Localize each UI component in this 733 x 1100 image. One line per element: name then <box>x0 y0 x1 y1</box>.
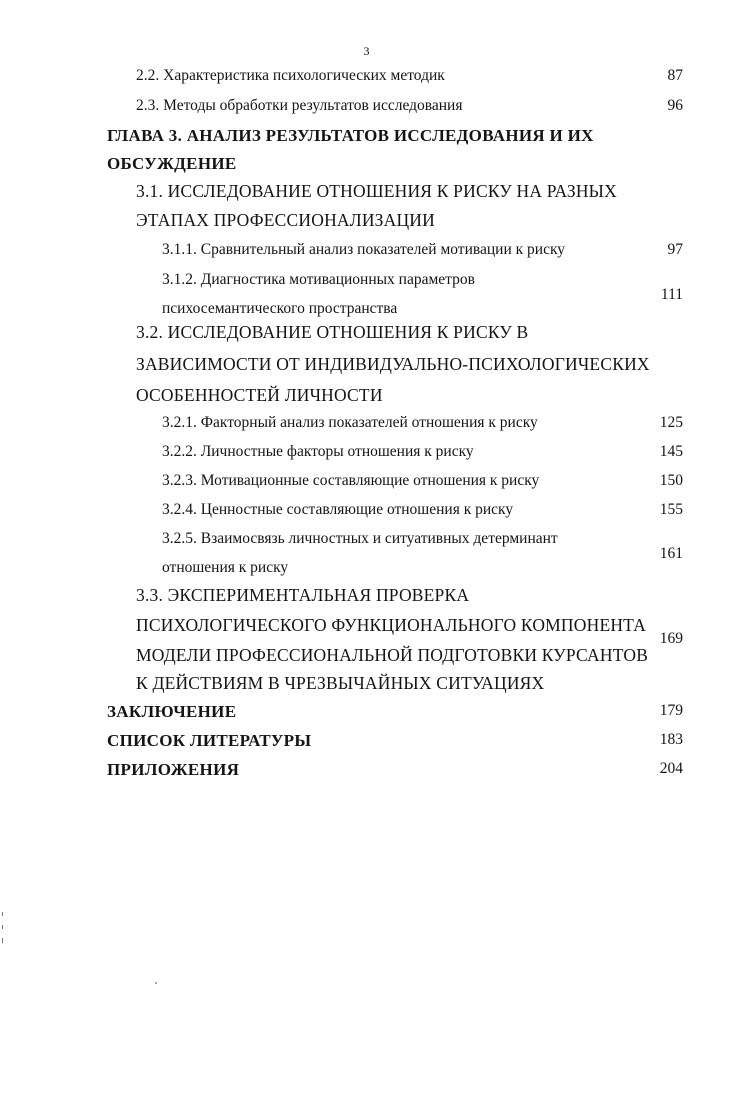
toc-entry-title-line: 2.2. Характеристика психологических методик <box>136 67 445 84</box>
toc-entry-title-line: К ДЕЙСТВИЯМ В ЧРЕЗВЫЧАЙНЫХ СИТУАЦИЯХ <box>136 673 545 693</box>
toc-entry-title-line: 3.2.4. Ценностные составляющие отношения к риску <box>162 501 514 518</box>
toc-entry-title-line: 3.1. ИССЛЕДОВАНИЕ ОТНОШЕНИЯ К РИСКУ НА РАЗНЫХ <box>136 181 617 201</box>
scan-artifact-mark <box>2 925 3 929</box>
toc-entry-title-line: ЭТАПАХ ПРОФЕССИОНАЛИЗАЦИИ <box>136 210 435 230</box>
toc-entry-title-line: СПИСОК ЛИТЕРАТУРЫ <box>107 731 312 750</box>
scan-artifact-mark <box>2 912 3 916</box>
toc-entry-title-line: 3.2. ИССЛЕДОВАНИЕ ОТНОШЕНИЯ К РИСКУ В <box>136 322 529 342</box>
toc-entry-title-line: 3.2.1. Факторный анализ показателей отношения к риску <box>162 414 538 431</box>
toc-entry-title-line: 3.2.3. Мотивационные составляющие отношения к риску <box>162 472 540 489</box>
scan-artifact-mark <box>2 938 3 943</box>
toc-entry-page-number: 204 <box>659 760 683 777</box>
toc-entry-page-number: 169 <box>659 630 683 647</box>
toc-entry-title-line: 2.3. Методы обработки результатов исследования <box>136 97 463 114</box>
toc-entry-title-line: ЗАКЛЮЧЕНИЕ <box>107 702 237 721</box>
toc-entry-page-number: 179 <box>659 702 683 719</box>
toc-entry-page-number: 150 <box>659 472 683 489</box>
toc-entry-title-line: ОБСУЖДЕНИЕ <box>107 154 237 173</box>
page-number: 3 <box>363 44 370 58</box>
toc-entry-page-number: 111 <box>660 286 683 303</box>
toc-entry-title-line: ГЛАВА 3. АНАЛИЗ РЕЗУЛЬТАТОВ ИССЛЕДОВАНИЯ И ИХ <box>107 126 594 145</box>
toc-entry-page-number: 97 <box>667 241 683 258</box>
toc-entry-title-line: 3.2.5. Взаимосвязь личностных и ситуативных детерминант <box>162 530 558 547</box>
toc-entry-page-number: 183 <box>659 731 683 748</box>
toc-entry-title-line: 3.1.1. Сравнительный анализ показателей мотивации к риску <box>162 241 566 258</box>
toc-entry-page-number: 155 <box>659 501 683 518</box>
toc-entry-title-line: ОСОБЕННОСТЕЙ ЛИЧНОСТИ <box>136 385 383 405</box>
toc-entry-title-line: отношения к риску <box>162 559 289 576</box>
toc-entry-page-number: 96 <box>667 97 683 114</box>
toc-entry-title-line: ПРИЛОЖЕНИЯ <box>107 760 240 779</box>
toc-entry-page-number: 125 <box>659 414 683 431</box>
toc-entry-title-line: ЗАВИСИМОСТИ ОТ ИНДИВИДУАЛЬНО-ПСИХОЛОГИЧЕСКИХ <box>136 354 650 374</box>
scan-artifact-dot <box>155 982 157 984</box>
toc-entry-title-line: 3.2.2. Личностные факторы отношения к риску <box>162 443 474 460</box>
toc-entry-title-line: ПСИХОЛОГИЧЕСКОГО ФУНКЦИОНАЛЬНОГО КОМПОНЕНТА <box>136 615 647 635</box>
toc-entry-title-line: психосемантического пространства <box>162 300 398 317</box>
toc-entry-page-number: 161 <box>659 545 683 562</box>
toc-entry-title-line: МОДЕЛИ ПРОФЕССИОНАЛЬНОЙ ПОДГОТОВКИ КУРСАНТОВ <box>136 645 649 665</box>
toc-entry-page-number: 87 <box>667 67 683 84</box>
toc-entry-title-line: 3.3. ЭКСПЕРИМЕНТАЛЬНАЯ ПРОВЕРКА <box>136 585 470 605</box>
toc-entry-page-number: 145 <box>659 443 683 460</box>
toc-entry-title-line: 3.1.2. Диагностика мотивационных параметров <box>162 271 475 288</box>
